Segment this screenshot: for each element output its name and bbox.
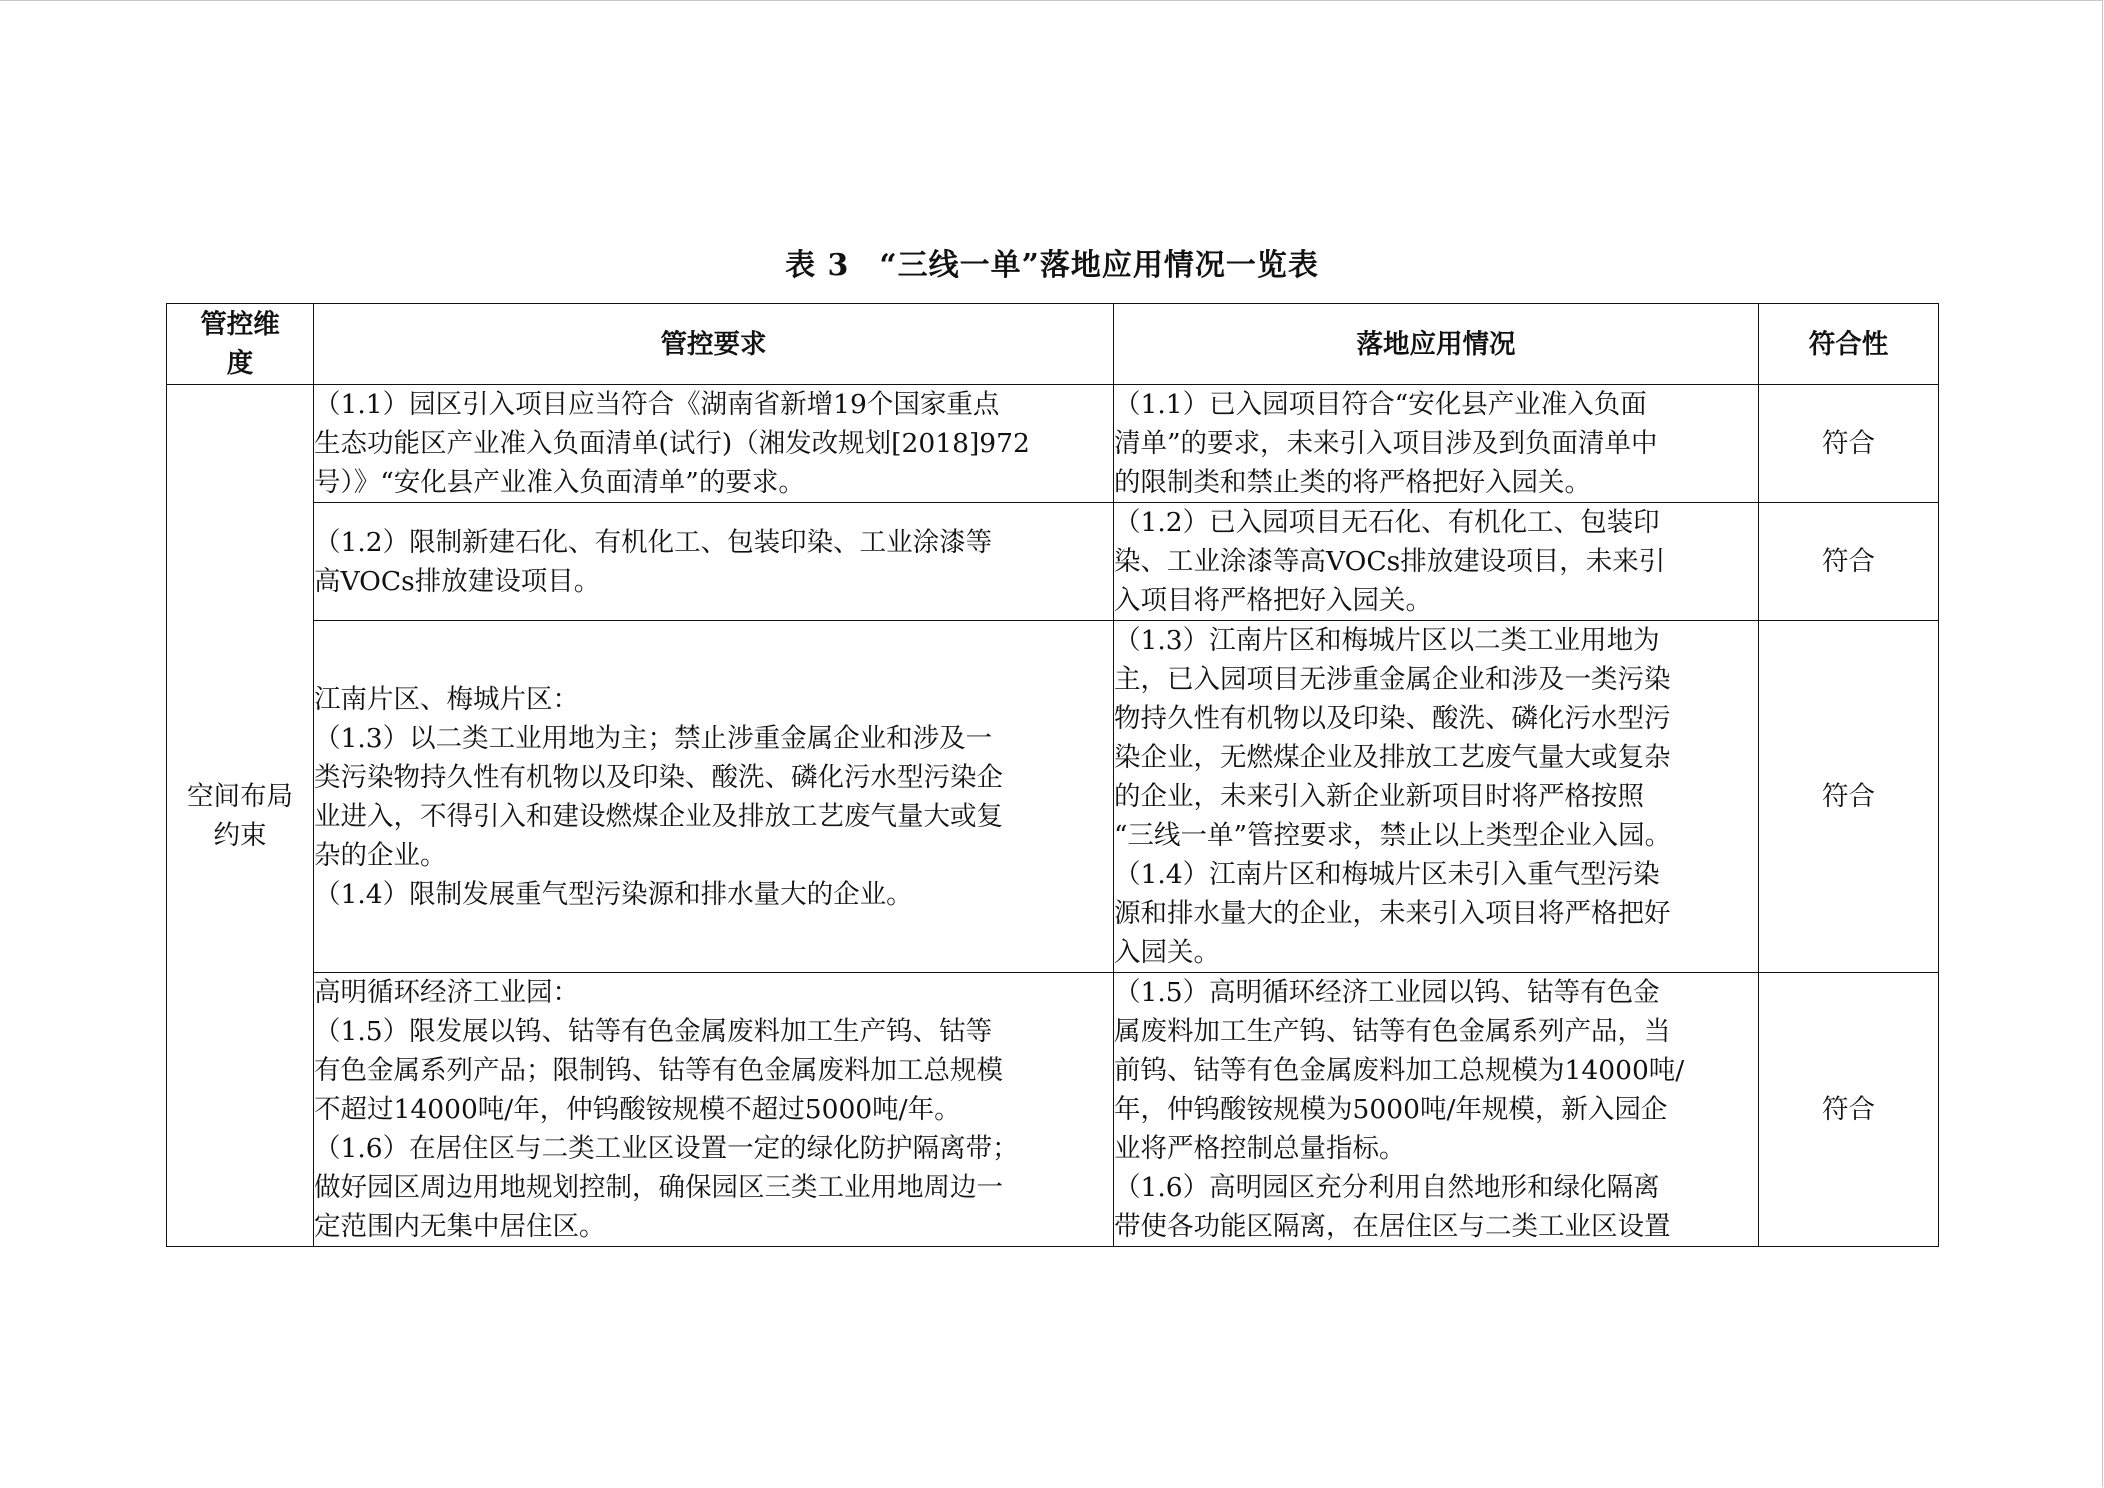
application-line: 源和排水量大的企业，未来引入项目将严格把好 <box>1114 898 1671 929</box>
requirement-line: 杂的企业。 <box>314 839 447 871</box>
table-row <box>167 385 1939 503</box>
header-requirement: 管控要求 <box>314 304 1114 385</box>
requirement-line: 号）》“安化县产业准入负面清单”的要求。 <box>314 467 805 498</box>
application-line: 年，仲钨酸铵规模为5000吨/年规模，新入园企 <box>1114 1094 1668 1125</box>
table-number: 表 3 <box>785 248 850 283</box>
conformity-cell: 符合 <box>1759 385 1939 503</box>
requirement-line: 生态功能区产业准入负面清单(试行)（湘发改规划[2018]972 <box>314 428 1030 459</box>
application-line: “三线一单”管控要求，禁止以上类型企业入园。 <box>1114 820 1672 851</box>
application-line: （1.6）高明园区充分利用自然地形和绿化隔离 <box>1114 1172 1660 1203</box>
table-row <box>167 503 1939 621</box>
header-application: 落地应用情况 <box>1114 304 1759 385</box>
dimension-line: 约束 <box>213 819 267 851</box>
header-dimension <box>167 304 314 385</box>
header-dimension-line-2: 度 <box>226 348 254 379</box>
application-line: 染、工业涂漆等高VOCs排放建设项目，未来引 <box>1114 546 1666 577</box>
table-title <box>166 240 1938 292</box>
conformity-cell: 符合 <box>1759 503 1939 621</box>
requirement-line: （1.1）园区引入项目应当符合《湖南省新增19个国家重点 <box>314 389 1000 420</box>
requirement-line: 类污染物持久性有机物以及印染、酸洗、磷化污水型污染企 <box>314 761 1003 793</box>
table-body <box>167 385 1939 1247</box>
requirement-line: （1.3）以二类工业用地为主；禁止涉重金属企业和涉及一 <box>314 722 993 754</box>
application-cell <box>1114 503 1759 621</box>
application-cell <box>1114 385 1759 503</box>
conformity-cell: 符合 <box>1759 973 1939 1247</box>
application-line: 清单”的要求，未来引入项目涉及到负面清单中 <box>1114 428 1658 459</box>
land-use-table <box>166 303 1939 1247</box>
application-line: 带使各功能区隔离，在居住区与二类工业区设置 <box>1114 1211 1671 1242</box>
application-line: （1.1）已入园项目符合“安化县产业准入负面 <box>1114 389 1647 420</box>
table-row <box>167 621 1939 973</box>
table-caption: “三线一单”落地应用情况一览表 <box>879 248 1319 283</box>
application-line: （1.2）已入园项目无石化、有机化工、包装印 <box>1114 507 1660 538</box>
requirement-line: 做好园区周边用地规划控制，确保园区三类工业用地周边一 <box>314 1172 1003 1203</box>
header-conformity: 符合性 <box>1759 304 1939 385</box>
application-line: 入园关。 <box>1114 937 1220 968</box>
application-line: 入项目将严格把好入园关。 <box>1114 585 1432 616</box>
requirement-line: 江南片区、梅城片区： <box>314 683 579 715</box>
application-line: 的企业，未来引入新企业新项目时将严格按照 <box>1114 781 1644 812</box>
application-line: 属废料加工生产钨、钴等有色金属系列产品，当 <box>1114 1016 1671 1047</box>
conformity-cell: 符合 <box>1759 621 1939 973</box>
requirement-line: 业进入，不得引入和建设燃煤企业及排放工艺废气量大或复 <box>314 800 1003 832</box>
requirement-line: 定范围内无集中居住区。 <box>314 1211 606 1242</box>
dimension-cell <box>167 385 314 1247</box>
application-line: 业将严格控制总量指标。 <box>1114 1133 1406 1164</box>
requirement-cell <box>314 973 1114 1247</box>
requirement-line: 有色金属系列产品；限制钨、钴等有色金属废料加工总规模 <box>314 1055 1003 1086</box>
requirement-cell <box>314 503 1114 621</box>
application-line: （1.5）高明循环经济工业园以钨、钴等有色金 <box>1114 977 1660 1008</box>
application-line: （1.3）江南片区和梅城片区以二类工业用地为 <box>1114 625 1660 656</box>
requirement-line: （1.2）限制新建石化、有机化工、包装印染、工业涂漆等 <box>314 526 993 558</box>
header-dimension-line-1: 管控维 <box>200 309 280 340</box>
application-cell <box>1114 973 1759 1247</box>
header-row <box>167 304 1939 385</box>
requirement-line: 不超过14000吨/年，仲钨酸铵规模不超过5000吨/年。 <box>314 1094 961 1125</box>
requirement-line: （1.4）限制发展重气型污染源和排水量大的企业。 <box>314 878 913 910</box>
requirement-line: 高VOCs排放建设项目。 <box>314 565 601 597</box>
requirement-cell <box>314 621 1114 973</box>
application-line: 染企业，无燃煤企业及排放工艺废气量大或复杂 <box>1114 742 1671 773</box>
application-cell <box>1114 621 1759 973</box>
application-line: 前钨、钴等有色金属废料加工总规模为14000吨/ <box>1114 1055 1685 1086</box>
requirement-line: （1.6）在居住区与二类工业区设置一定的绿化防护隔离带； <box>314 1133 1019 1164</box>
requirement-cell <box>314 385 1114 503</box>
application-line: 物持久性有机物以及印染、酸洗、磷化污水型污 <box>1114 703 1671 734</box>
requirement-line: （1.5）限发展以钨、钴等有色金属废料加工生产钨、钴等 <box>314 1016 993 1047</box>
application-line: 主，已入园项目无涉重金属企业和涉及一类污染 <box>1114 664 1671 695</box>
requirement-line: 高明循环经济工业园： <box>314 977 579 1008</box>
application-line: （1.4）江南片区和梅城片区未引入重气型污染 <box>1114 859 1660 890</box>
dimension-line: 空间布局 <box>187 780 293 812</box>
application-line: 的限制类和禁止类的将严格把好入园关。 <box>1114 467 1591 498</box>
table-row <box>167 973 1939 1247</box>
